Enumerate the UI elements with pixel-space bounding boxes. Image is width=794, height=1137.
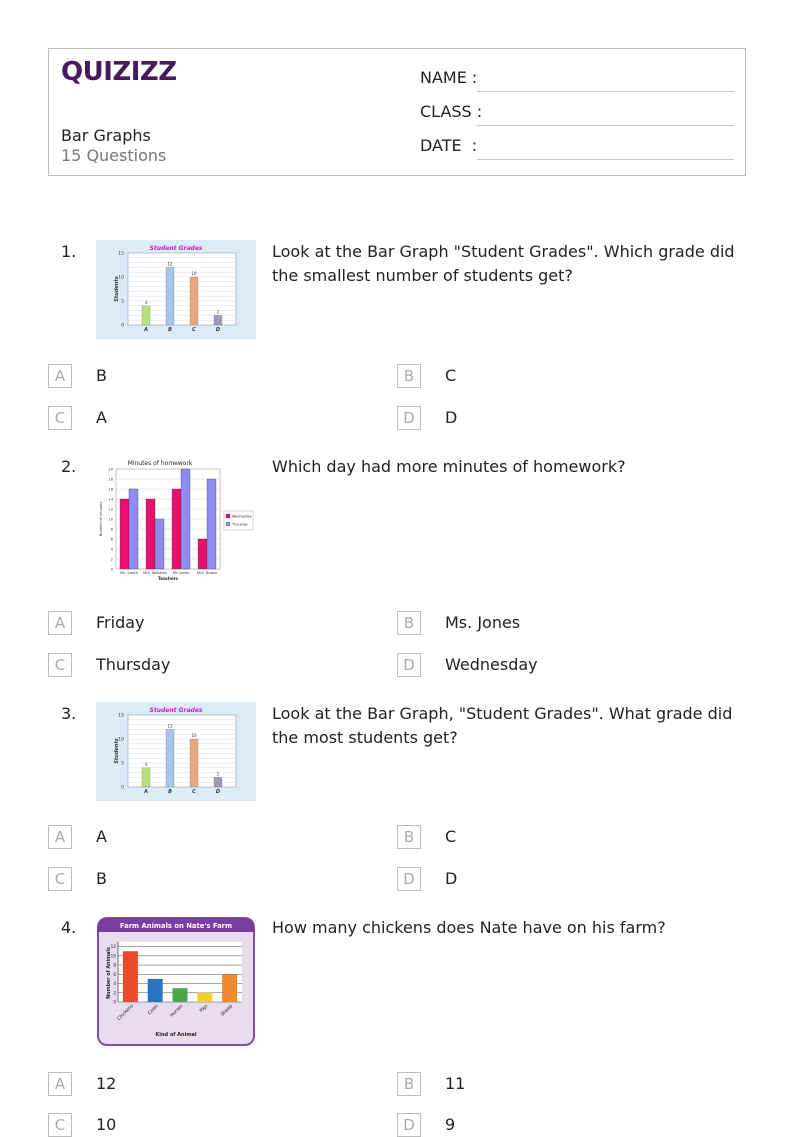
worksheet-title: Bar Graphs — [61, 126, 151, 145]
y-tick-label: 4 — [113, 981, 116, 987]
x-tick-label: D — [215, 327, 221, 333]
option-letter[interactable]: D — [397, 1113, 421, 1137]
option-text[interactable]: Ms. Jones — [445, 613, 521, 632]
class-line[interactable] — [477, 125, 734, 126]
y-axis-label: Students — [114, 738, 120, 764]
worksheet-header — [48, 48, 746, 176]
y-tick-label: 2 — [110, 557, 113, 562]
bar — [190, 277, 198, 325]
student-grades-chart — [96, 240, 256, 339]
date-line[interactable] — [477, 159, 734, 160]
option-letter[interactable]: D — [397, 653, 421, 677]
bar — [197, 993, 212, 1002]
option-text[interactable]: 9 — [445, 1115, 456, 1134]
x-tick-label: C — [192, 327, 196, 333]
x-axis-label: Teachers — [158, 576, 178, 581]
question-text: Which day had more minutes of homework? — [272, 457, 626, 476]
chart-title: Student Grades — [149, 707, 203, 714]
option-letter[interactable]: C — [48, 867, 72, 891]
x-tick-label: Pigs — [199, 1003, 210, 1014]
legend-label: Thursday — [232, 522, 248, 527]
x-tick-label: D — [215, 789, 221, 795]
y-axis-label: Number of Animals — [107, 947, 112, 999]
y-tick-label: 20 — [108, 467, 113, 472]
option-text[interactable]: Friday — [96, 613, 145, 632]
option-letter[interactable]: A — [48, 1072, 72, 1096]
option-text[interactable]: D — [445, 869, 458, 888]
y-tick-label: 18 — [108, 477, 113, 482]
option-letter[interactable]: B — [397, 364, 421, 388]
name-field[interactable] — [420, 68, 734, 92]
bar — [142, 768, 150, 787]
x-tick-label: Mr. Jones — [172, 571, 190, 575]
option-letter[interactable]: A — [48, 825, 72, 849]
chart-title: Student Grades — [149, 245, 203, 252]
farm-animals-chart — [96, 916, 256, 1047]
student-grades-chart — [96, 702, 256, 801]
bar — [214, 777, 222, 787]
x-tick-label: Mrs. Williams — [143, 571, 167, 575]
y-tick-label: 10 — [118, 737, 124, 743]
y-tick-label: 4 — [110, 547, 113, 552]
option-text[interactable]: C — [445, 827, 457, 846]
option-text[interactable]: A — [96, 827, 107, 846]
y-tick-label: 6 — [113, 971, 116, 977]
bar — [214, 315, 222, 325]
legend-label: Wednesday — [232, 514, 252, 519]
data-label: 12 — [167, 261, 173, 267]
class-field[interactable] — [420, 102, 734, 126]
option-letter[interactable]: A — [48, 364, 72, 388]
class-label: CLASS : — [420, 102, 483, 121]
bar — [129, 489, 138, 569]
date-field[interactable] — [420, 136, 734, 160]
bar — [155, 519, 164, 569]
bar — [166, 729, 174, 787]
y-tick-label: 5 — [121, 761, 124, 767]
data-label: 4 — [144, 761, 148, 767]
bar — [148, 979, 163, 1002]
x-tick-label: Horses — [169, 1003, 185, 1019]
legend-swatch — [226, 522, 230, 526]
question-number: 4. — [61, 918, 77, 937]
question-text: Look at the Bar Graph "Student Grades". Which grade did the smallest number of students get? — [272, 242, 735, 285]
x-tick-label: Ms. Smith — [120, 571, 138, 575]
x-tick-label: A — [144, 327, 148, 333]
bar — [207, 479, 216, 569]
bar — [222, 974, 237, 1002]
option-text[interactable]: Thursday — [96, 655, 171, 674]
data-label: 2 — [216, 309, 220, 315]
x-tick-label: B — [168, 789, 172, 795]
bar — [142, 306, 150, 325]
option-letter[interactable]: D — [397, 406, 421, 430]
data-label: 4 — [144, 299, 148, 305]
option-letter[interactable]: B — [397, 825, 421, 849]
option-text[interactable]: C — [445, 366, 457, 385]
x-tick-label: Cows — [147, 1003, 160, 1017]
y-tick-label: 10 — [110, 953, 116, 959]
x-tick-label: B — [168, 327, 172, 333]
option-text[interactable]: 11 — [445, 1074, 466, 1093]
name-label: NAME : — [420, 68, 478, 87]
option-text[interactable]: B — [96, 869, 107, 888]
option-text[interactable]: D — [445, 408, 458, 427]
y-tick-label: 14 — [108, 497, 113, 502]
option-letter[interactable]: B — [397, 611, 421, 635]
quizizz-logo: QUIZIZZ — [61, 57, 177, 87]
option-text[interactable]: B — [96, 366, 107, 385]
bar — [120, 499, 129, 569]
bar — [181, 469, 190, 569]
option-text[interactable]: A — [96, 408, 107, 427]
y-tick-label: 0 — [121, 323, 124, 329]
y-tick-label: 5 — [121, 299, 124, 305]
bar — [190, 739, 198, 787]
option-text[interactable]: 12 — [96, 1074, 117, 1093]
option-text[interactable]: 10 — [96, 1115, 117, 1134]
y-tick-label: 0 — [121, 785, 124, 791]
y-tick-label: 0 — [113, 999, 116, 1005]
bar — [166, 267, 174, 325]
y-tick-label: 8 — [110, 527, 113, 532]
bar — [146, 499, 155, 569]
data-label: 10 — [191, 271, 197, 276]
x-tick-label: C — [192, 789, 196, 795]
y-tick-label: 12 — [110, 944, 116, 950]
y-tick-label: 0 — [110, 567, 113, 572]
question-count: 15 Questions — [61, 146, 167, 165]
bar — [198, 539, 207, 569]
chart-title: Minutes of homework — [127, 460, 193, 467]
x-tick-label: A — [144, 789, 148, 795]
x-tick-label: Chickens — [116, 1003, 135, 1022]
question-text: How many chickens does Nate have on his farm? — [272, 918, 666, 937]
x-tick-label: Sheep — [220, 1003, 235, 1018]
chart-title: Farm Animals on Nate's Farm — [119, 922, 233, 930]
question-number: 1. — [61, 242, 77, 261]
option-text[interactable]: Wednesday — [445, 655, 538, 674]
option-letter[interactable]: C — [48, 406, 72, 430]
question-number: 2. — [61, 457, 77, 476]
minutes-of-homework-chart — [96, 455, 256, 586]
legend-swatch — [226, 514, 230, 518]
data-label: 12 — [167, 723, 173, 729]
y-axis-label: Number of minutes — [99, 501, 103, 537]
y-tick-label: 8 — [113, 962, 116, 968]
y-tick-label: 15 — [118, 251, 124, 257]
bar — [123, 951, 138, 1002]
option-letter[interactable]: C — [48, 653, 72, 677]
x-tick-label: Mrs. Brown — [196, 571, 218, 575]
y-tick-label: 16 — [108, 487, 113, 492]
bar — [173, 988, 188, 1002]
data-label: 10 — [191, 733, 197, 738]
question-text: Look at the Bar Graph, "Student Grades". What grade did the most students get? — [272, 704, 733, 747]
y-tick-label: 6 — [110, 537, 113, 542]
y-tick-label: 12 — [108, 507, 113, 512]
y-axis-label: Students — [114, 276, 120, 302]
bar — [172, 489, 181, 569]
name-line[interactable] — [477, 91, 734, 92]
y-tick-label: 2 — [113, 990, 116, 996]
question-number: 3. — [61, 704, 77, 723]
x-axis-label: Kind of Animal — [155, 1032, 197, 1038]
option-letter[interactable]: B — [397, 1072, 421, 1096]
y-tick-label: 10 — [118, 275, 124, 281]
option-letter[interactable]: A — [48, 611, 72, 635]
option-letter[interactable]: D — [397, 867, 421, 891]
y-tick-label: 15 — [118, 713, 124, 719]
date-label: DATE : — [420, 136, 478, 155]
option-letter[interactable]: C — [48, 1113, 72, 1137]
y-tick-label: 10 — [108, 517, 113, 522]
data-label: 2 — [216, 771, 220, 777]
